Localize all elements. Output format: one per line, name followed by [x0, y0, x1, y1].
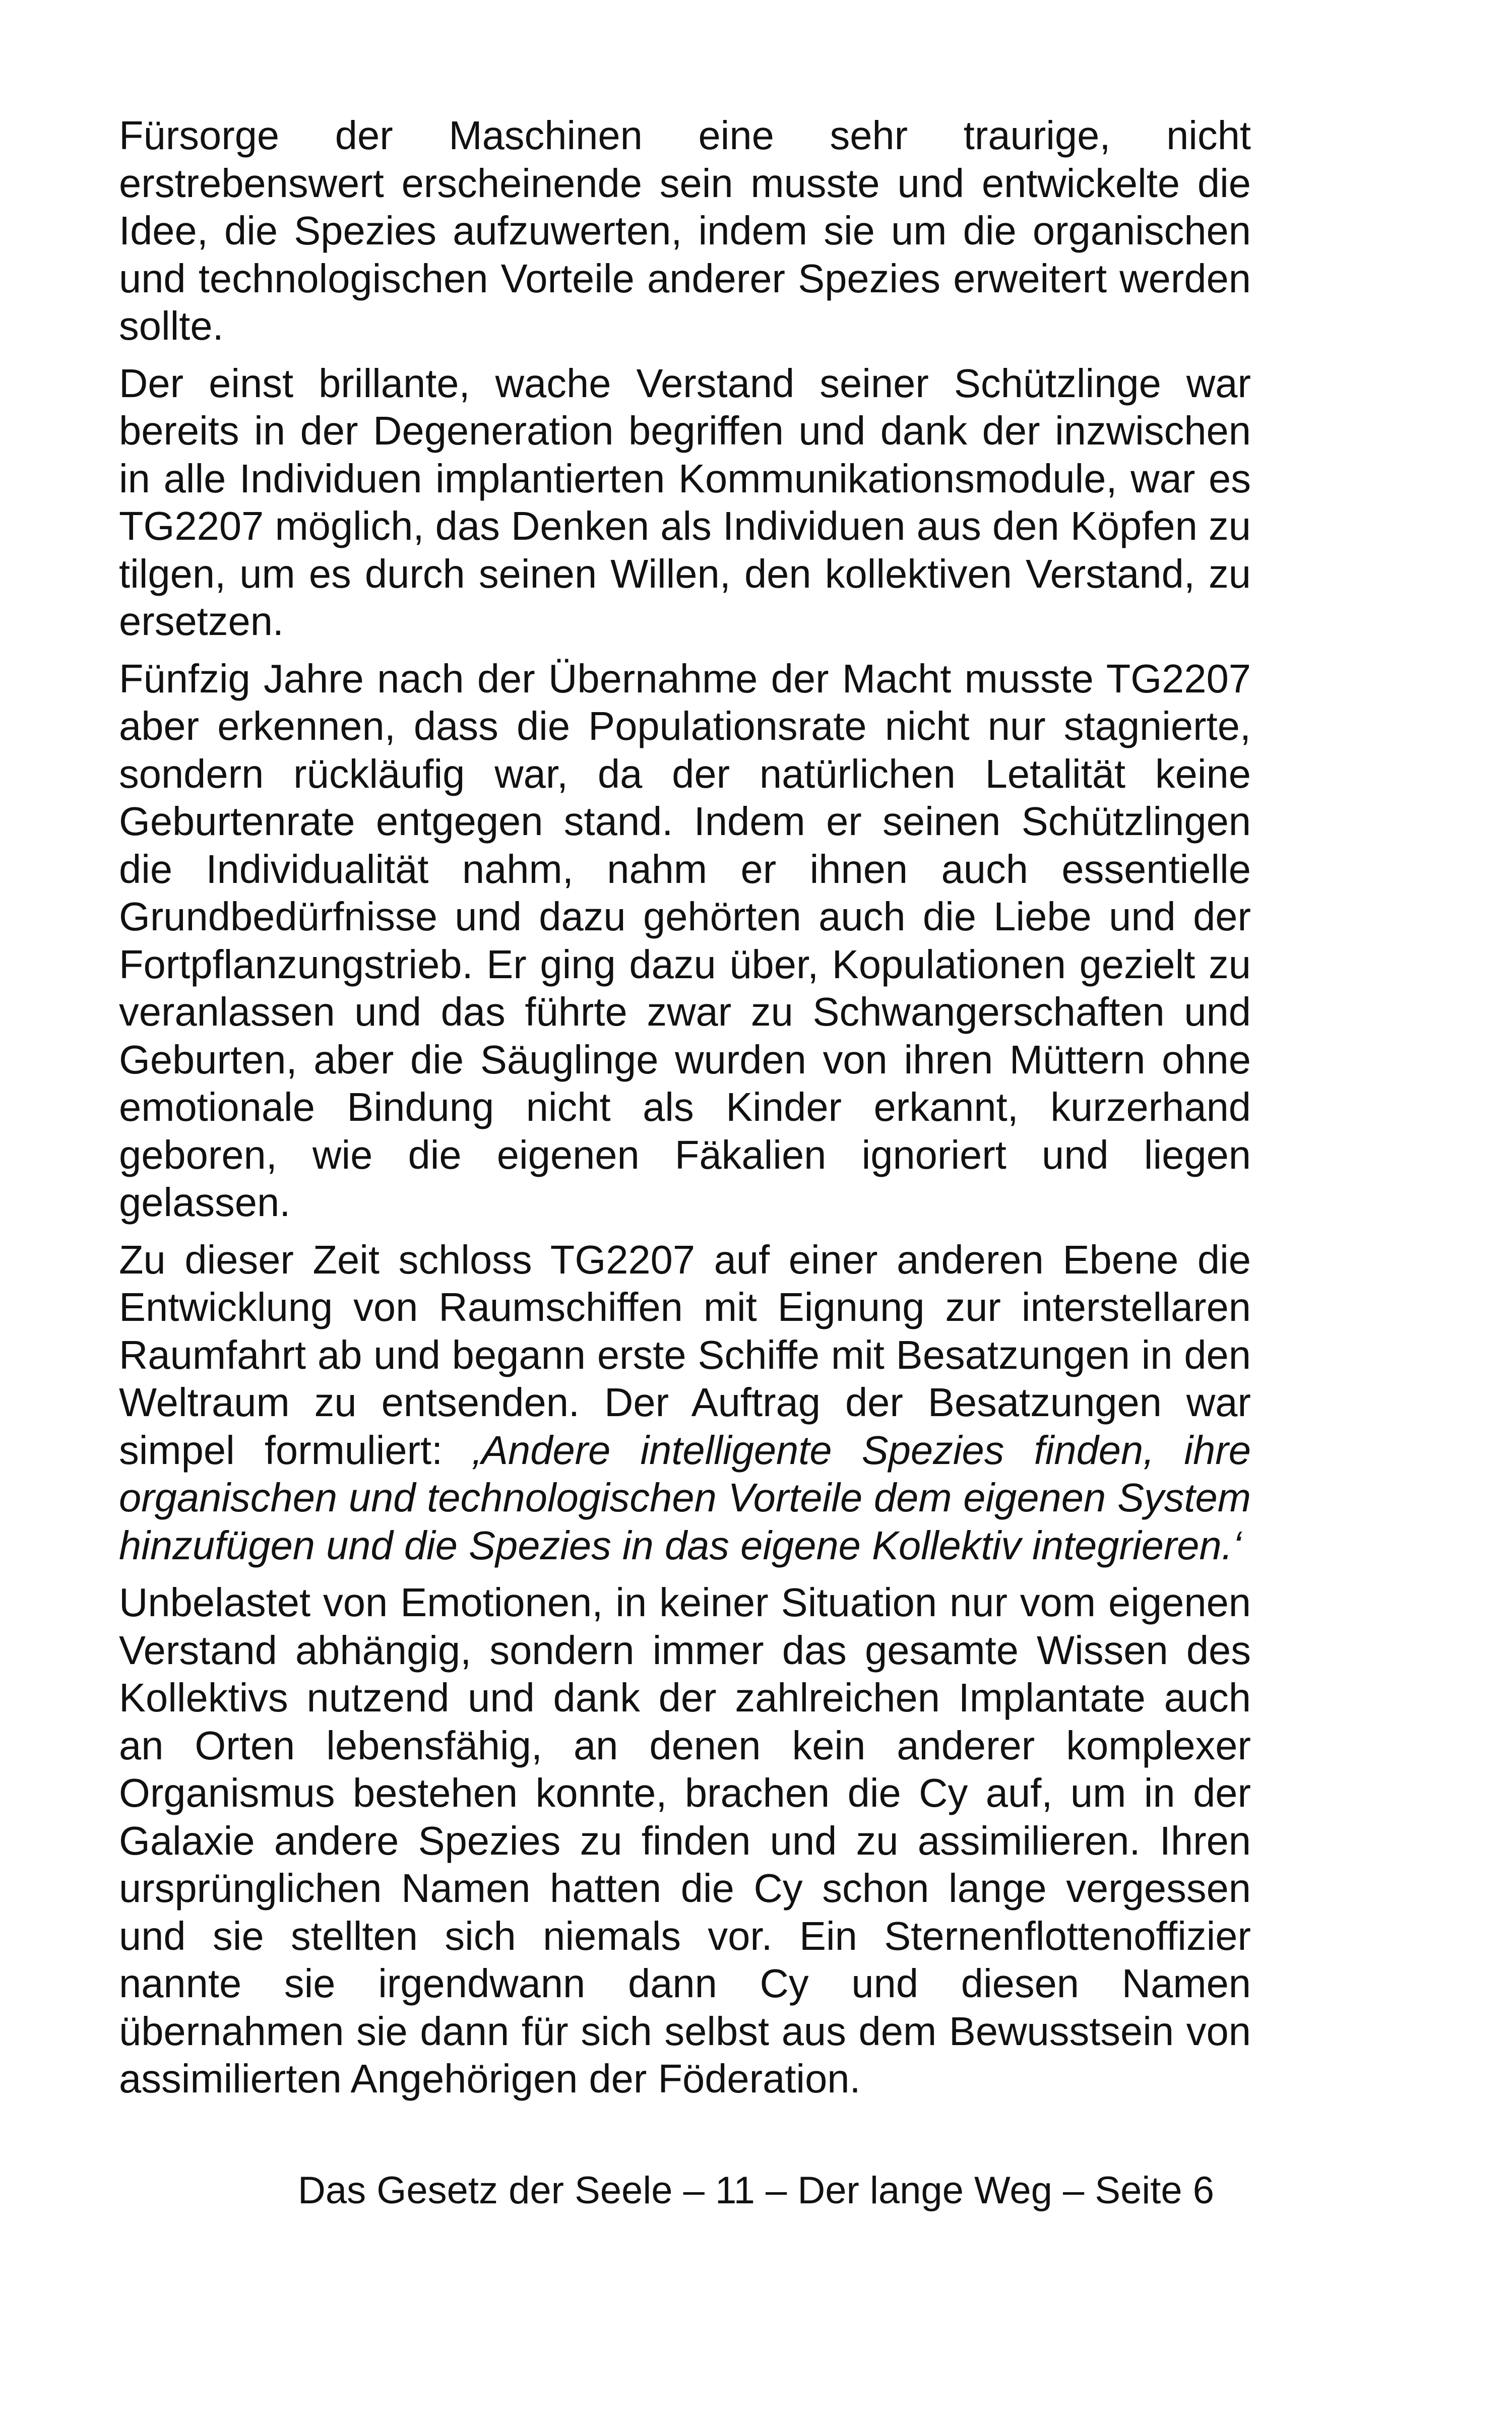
- paragraph-4-text: Zu dieser Zeit schloss TG2207 auf einer anderen Ebene die Entwicklung von Raumschiffen mit Eignung zur interstellaren Raumfahrt ab und begann erste Schiffe mit Besatzungen in den Weltraum zu entsenden. Der Auftrag der Besatzungen war simpel formuliert:: [119, 1237, 1251, 1473]
- paragraph-4: [119, 1236, 1251, 1570]
- paragraph-5: Unbelastet von Emotionen, in keiner Situation nur vom eigenen Verstand abhängig, sondern immer das gesamte Wissen des Kollektivs nutzend und dank der zahlreichen Implantate auch an Orten lebensfähig, an denen kein anderer komplexer Organismus bestehen konnte, brachen die Cy auf, um in der Galaxie andere Spezies zu finden und zu assimilieren. Ihren ursprünglichen Namen hatten die Cy schon lange vergessen und sie stellten sich niemals vor. Ein Sternenflottenoffizier nannte sie irgendwann dann Cy und diesen Namen übernahmen sie dann für sich selbst aus dem Bewusstsein von assimilierten Angehörigen der Föderation.: [119, 1580, 1251, 2101]
- mission-quote: ‚Andere intelligente Spezies finden, ihre organischen und technologischen Vorteile dem eigenen System hinzufügen und die Spezies in das eigene Kollektiv integrieren.‘: [119, 1427, 1251, 1568]
- body-text: [119, 112, 1251, 2113]
- paragraph-2: Der einst brillante, wache Verstand seiner Schützlinge war bereits in der Degeneration begriffen und dank der inzwischen in alle Individuen implantierten Kommunikationsmodule, war es TG2207 möglich, das Denken als Individuen aus den Köpfen zu tilgen, um es durch seinen Willen, den kollektiven Verstand, zu ersetzen.: [119, 360, 1251, 644]
- paragraph-1: Fürsorge der Maschinen eine sehr traurige, nicht erstrebenswert erscheinende sein musste und entwickelte die Idee, die Spezies aufzuwerten, indem sie um die organischen und technologischen Vorteile anderer Spezies erweitert werden sollte.: [119, 113, 1251, 348]
- page-footer: Das Gesetz der Seele – 11 – Der lange Weg – Seite 6: [297, 2169, 1215, 2212]
- paragraph-3: Fünfzig Jahre nach der Übernahme der Macht musste TG2207 aber erkennen, dass die Populationsrate nicht nur stagnierte, sondern rückläufig war, da der natürlichen Letalität keine Geburtenrate entgegen stand. Indem er seinen Schützlingen die Individualität nahm, nahm er ihnen auch essentielle Grundbedürfnisse und dazu gehörten auch die Liebe und der Fortpflanzungstrieb. Er ging dazu über, Kopulationen gezielt zu veranlassen und das führte zwar zu Schwangerschaften und Geburten, aber die Säuglinge wurden von ihren Müttern ohne emotionale Bindung nicht als Kinder erkannt, kurzerhand geboren, wie die eigenen Fäkalien ignoriert und liegen gelassen.: [119, 656, 1251, 1225]
